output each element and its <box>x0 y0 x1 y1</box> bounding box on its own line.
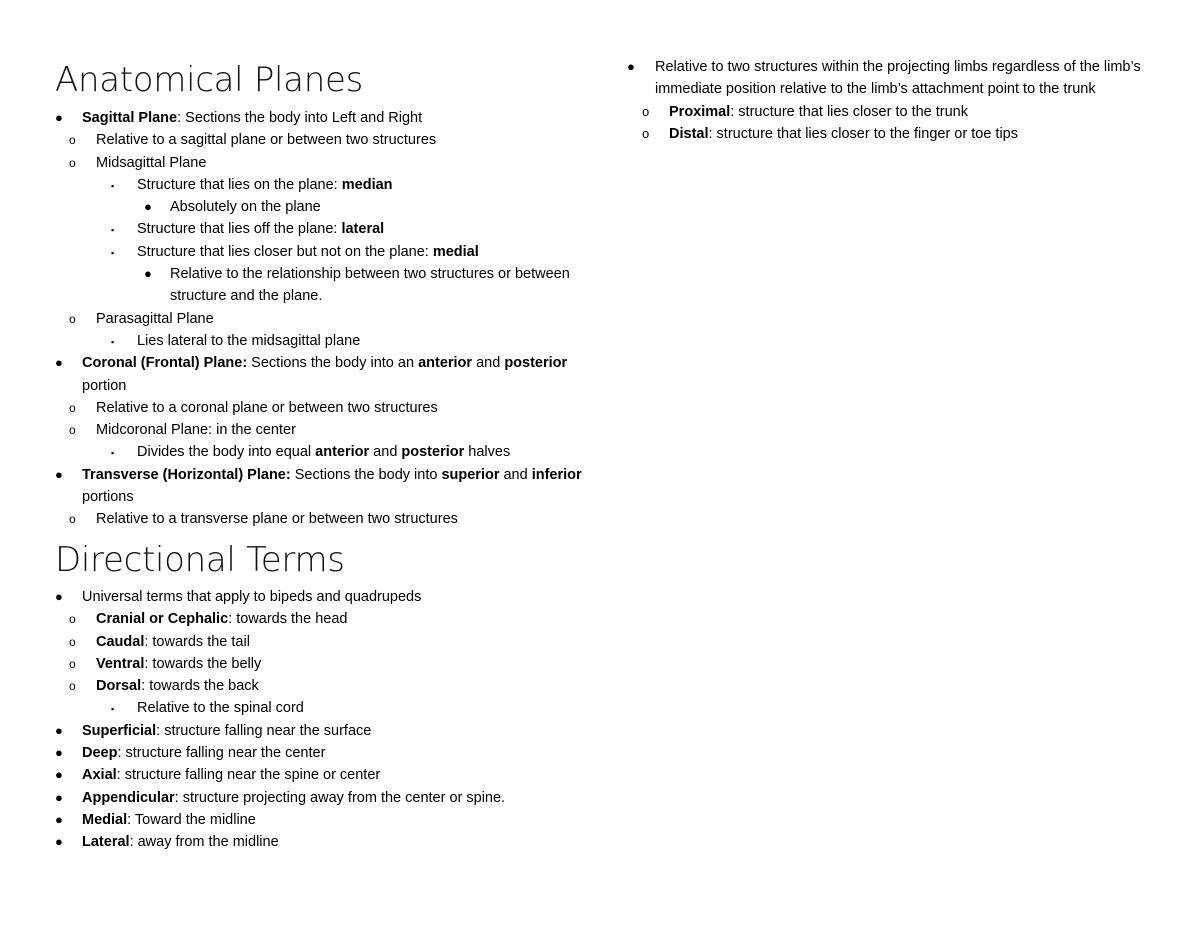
list-item <box>55 697 505 719</box>
item-text: portion <box>82 377 127 394</box>
item-text: : structure falling near the spine or center <box>116 767 381 784</box>
term-bold: Deep <box>82 745 118 762</box>
list-item <box>55 508 600 530</box>
bullet-icon: ● <box>55 722 63 738</box>
item-text: Relative to the relationship between two structures or between structure and the plane. <box>170 266 570 305</box>
bullet-icon: ● <box>55 789 63 805</box>
heading-directional-terms: Directional Terms <box>55 540 345 580</box>
term-bold: Cranial or Cephalic <box>96 611 229 628</box>
item-text: : structure that lies closer to the trunk <box>730 103 968 120</box>
item-text: : structure projecting away from the center or spine. <box>174 789 506 806</box>
bullet-icon: ▪ <box>111 336 115 347</box>
bullet-icon: o <box>642 125 650 141</box>
term-bold: Axial <box>82 767 117 784</box>
term-bold: median <box>341 176 393 193</box>
term-bold: lateral <box>341 221 385 238</box>
item-text: : Toward the midline <box>127 811 256 828</box>
item-text: : away from the midline <box>129 834 279 851</box>
item-text: Sections the body into <box>290 466 442 483</box>
bullet-icon: ● <box>55 589 63 604</box>
list-item <box>55 608 505 630</box>
bullet-icon: ● <box>144 266 152 282</box>
term-bold: Transverse (Horizontal) Plane: <box>82 466 291 483</box>
bullet-icon: o <box>69 634 76 649</box>
list-item <box>55 764 505 786</box>
bullet-icon: ● <box>55 745 63 761</box>
list-item <box>55 675 505 697</box>
list-item <box>55 174 600 196</box>
list-item <box>55 308 600 330</box>
item-text: Sections the body into an <box>247 355 419 372</box>
term-bold: inferior <box>531 466 582 483</box>
term-bold: medial <box>432 243 479 260</box>
term-bold: superior <box>441 466 500 483</box>
list-item <box>55 809 505 831</box>
bullet-icon: o <box>69 400 76 415</box>
item-text: : structure falling near the surface <box>156 722 372 739</box>
item-text: halves <box>464 444 511 461</box>
list-item <box>55 107 600 129</box>
item-text: Lies lateral to the midsagittal plane <box>137 332 361 349</box>
item-text: Structure that lies closer but not on the plane: <box>137 243 433 260</box>
bullet-icon: ● <box>144 199 152 215</box>
term-bold: posterior <box>504 355 568 372</box>
term-bold: Proximal <box>669 103 731 120</box>
term-bold: Dorsal <box>96 678 142 695</box>
item-text: : towards the back <box>141 678 259 695</box>
list-item <box>55 330 600 352</box>
item-text: : towards the belly <box>144 655 262 672</box>
term-bold: Caudal <box>96 633 145 650</box>
item-text: and <box>499 466 532 483</box>
item-text: : structure that lies closer to the finger or toe tips <box>708 125 1018 142</box>
term-bold: Medial <box>82 811 128 828</box>
item-text: : Sections the body into Left and Right <box>177 110 423 126</box>
bullet-icon: o <box>69 656 76 671</box>
bullet-icon: ▪ <box>111 448 115 459</box>
term-bold: Distal <box>669 125 709 142</box>
list-item <box>55 152 600 174</box>
bullet-icon: o <box>642 103 650 119</box>
term-bold: anterior <box>315 444 370 461</box>
list-item <box>55 419 600 441</box>
terms-list <box>55 586 505 854</box>
bullet-icon: ● <box>55 811 63 827</box>
limb-terms-list <box>627 56 1167 145</box>
list-item <box>55 631 505 653</box>
item-text: Structure that lies on the plane: <box>137 176 342 193</box>
item-text: Midcoronal Plane: in the center <box>96 422 296 439</box>
item-text: and <box>472 355 505 372</box>
bullet-icon: ▪ <box>111 180 115 191</box>
term-bold: Ventral <box>96 655 145 672</box>
item-text: Universal terms that apply to bipeds and quadrupeds <box>82 589 422 605</box>
bullet-icon: ● <box>55 355 63 371</box>
bullet-icon: ▪ <box>111 704 115 715</box>
list-item <box>55 720 505 742</box>
term-bold: Lateral <box>82 834 130 851</box>
bullet-icon: ● <box>627 59 635 74</box>
list-item <box>627 123 1167 145</box>
item-text: Structure that lies off the plane: <box>137 221 342 238</box>
term-bold: Appendicular <box>82 789 175 806</box>
list-item <box>55 241 600 263</box>
list-item <box>627 56 1167 101</box>
list-item <box>55 263 600 308</box>
bullet-icon: ▪ <box>111 225 115 236</box>
item-text: Relative to a coronal plane or between two structures <box>96 399 438 416</box>
planes-list <box>55 107 600 531</box>
item-text: Absolutely on the plane <box>170 199 321 216</box>
term-bold: Superficial <box>82 722 157 739</box>
list-item <box>55 787 505 809</box>
item-text: Relative to a transverse plane or between two structures <box>96 511 458 528</box>
list-item <box>55 742 505 764</box>
list-item <box>55 129 600 151</box>
item-text: Relative to a sagittal plane or between two structures <box>96 132 437 149</box>
item-text: Midsagittal Plane <box>96 154 207 171</box>
list-item <box>55 441 600 463</box>
list-item <box>55 352 600 397</box>
item-text: Relative to the spinal cord <box>137 700 304 717</box>
term-bold: Coronal (Frontal) Plane: <box>82 355 248 372</box>
term-bold: Sagittal Plane <box>82 110 178 126</box>
bullet-icon: o <box>69 612 76 627</box>
bullet-icon: ● <box>55 834 63 850</box>
bullet-icon: o <box>69 512 76 527</box>
item-text: portions <box>82 489 134 506</box>
item-text: and <box>369 444 402 461</box>
list-item <box>55 653 505 675</box>
heading-anatomical-planes: Anatomical Planes <box>55 60 363 100</box>
bullet-icon: o <box>69 311 76 326</box>
bullet-icon: ● <box>55 466 63 482</box>
list-item <box>55 831 505 853</box>
list-item <box>55 464 600 509</box>
list-item <box>55 196 600 218</box>
term-bold: posterior <box>401 444 465 461</box>
bullet-icon: ● <box>55 767 63 783</box>
bullet-icon: o <box>69 423 76 438</box>
item-text: : towards the head <box>228 611 348 628</box>
item-text: : structure falling near the center <box>117 745 326 762</box>
list-item <box>55 218 600 240</box>
term-bold: anterior <box>418 355 473 372</box>
bullet-icon: ● <box>55 110 63 125</box>
bullet-icon: ▪ <box>111 247 115 258</box>
list-item <box>55 586 505 608</box>
item-text: Divides the body into equal <box>137 444 316 461</box>
bullet-icon: o <box>69 679 76 694</box>
item-text: : towards the tail <box>144 633 250 650</box>
bullet-icon: o <box>69 155 76 170</box>
bullet-icon: o <box>69 133 76 148</box>
item-text: Parasagittal Plane <box>96 310 214 327</box>
list-item <box>627 101 1167 123</box>
item-text: Relative to two structures within the projecting limbs regardless of the limb’s immediate position relative to the limb’s attachment point to the trunk <box>655 59 1141 98</box>
list-item <box>55 397 600 419</box>
